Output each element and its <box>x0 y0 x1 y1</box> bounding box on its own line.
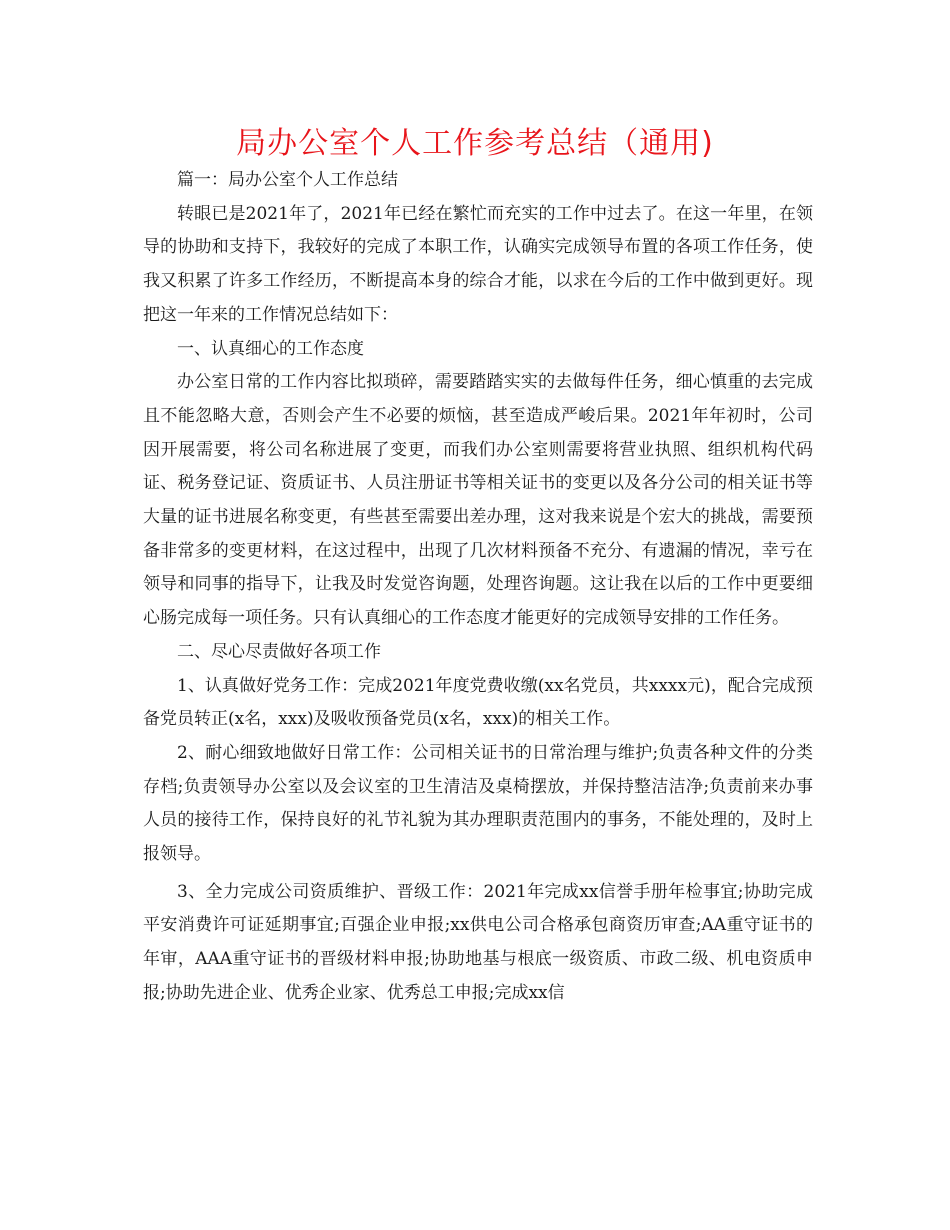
section-heading-attitude: 一、认真细心的工作态度 <box>177 338 364 359</box>
paragraph-qualification-work: 3、全力完成公司资质维护、晋级工作：2021年完成xx信誉手册年检事宜;协助完成平安消费许可证延期事宜;百强企业申报;xx供电公司合格承包商资历审查;AA重守证书的年审，AAA重守证书的晋级材料申报;协助地基与根底一级资质、市政二级、机电资质申报;协助先进企业、优秀企业家、优秀总工申报;完成xx信 <box>143 881 813 1003</box>
paragraph-intro: 转眼已是2021年了，2021年已经在繁忙而充实的工作中过去了。在这一年里，在领导的协助和支持下，我较好的完成了本职工作，认确实完成领导布置的各项工作任务，使我又积累了许多工作经历，不断提高本身的综合才能，以求在今后的工作中做到更好。现把这一年来的工作情况总结如下： <box>143 203 813 325</box>
paragraph-daily-work: 2、耐心细致地做好日常工作：公司相关证书的日常治理与维护;负责各种文件的分类存档;负责领导办公室以及会议室的卫生清洁及桌椅摆放，并保持整洁洁净;负责前来办事人员的接待工作，保持良好的礼节礼貌为其办理职责范围内的事务，不能处理的，及时上报领导。 <box>143 742 813 865</box>
section-heading-part-one: 篇一：局办公室个人工作总结 <box>177 170 398 190</box>
paragraph-attitude: 办公室日常的工作内容比拟琐碎，需要踏踏实实的去做每件任务，细心慎重的去完成且不能忽略大意，否则会产生不必要的烦恼，甚至造成严峻后果。2021年年初时，公司因开展需要，将公司名称进展了变更，而我们办公室则需要将营业执照、组织机构代码证、税务登记证、资质证书、人员注册证书等相关证书的变更以及各分公司的相关证书等大量的证书进展名称变更，有些甚至需要出差办理，这对我来说是个宏大的挑战，需要预备非常多的变更材料，在这过程中，出现了几次材料预备不充分、有遗漏的情况，幸亏在领导和同事的指导下，让我及时发觉咨询题，处理咨询题。这让我在以后的工作中更要细心肠完成每一项任务。只有认真细心的工作态度才能更好的完成领导安排的工作任务。 <box>143 372 813 629</box>
document-body <box>143 164 813 1011</box>
section-heading-duties: 二、尽心尽责做好各项工作 <box>177 641 381 662</box>
document-title: 局办公室个人工作参考总结（通用) <box>236 126 714 161</box>
paragraph-party-work: 1、认真做好党务工作：完成2021年度党费收缴(xx名党员，共xxxx元)，配合完成预备党员转正(x名，xxx)及吸收预备党员(x名，xxx)的相关工作。 <box>143 675 813 730</box>
